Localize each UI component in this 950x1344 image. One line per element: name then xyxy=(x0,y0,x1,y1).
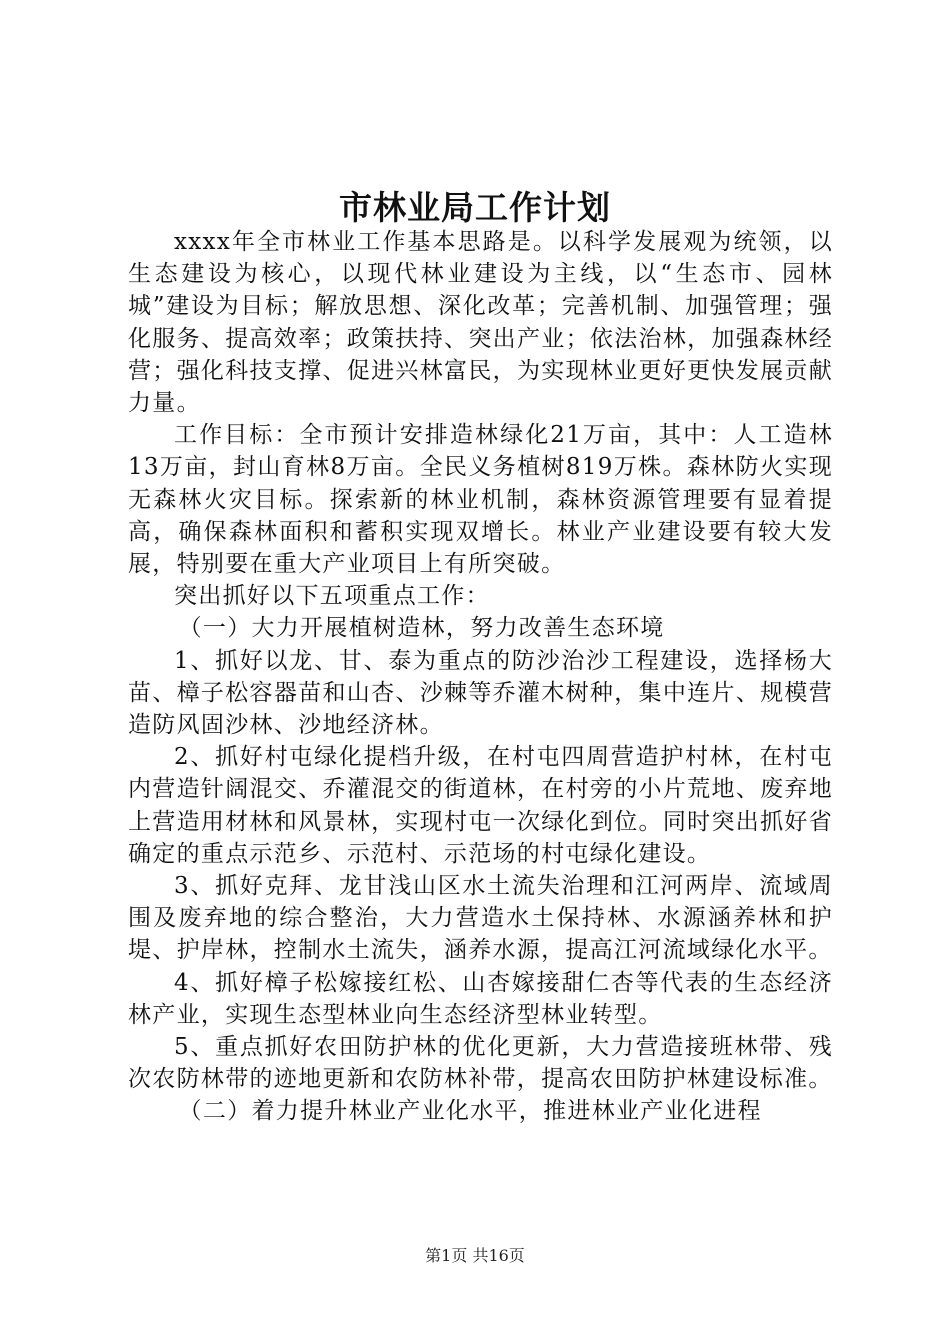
paragraph-basic-approach: xxxx年全市林业工作基本思路是。以科学发展观为统领，以生态建设为核心，以现代林业建设为主线，以“生态市、园林城”建设为目标；解放思想、深化改革；完善机制、加强管理；强化服务、提高效率；政策扶持、突出产业；依法治林，加强森林经营；强化科技支撑、促进兴林富民，为实现林业更好更快发展贡献力量。 xyxy=(128,229,833,417)
paragraph-item-2: 2、抓好村屯绿化提档升级，在村屯四周营造护村林，在村屯内营造针阔混交、乔灌混交的街道林，在村旁的小片荒地、废弃地上营造用材林和风景林，实现村屯一次绿化到位。同时突出抓好省确定的重点示范乡、示范村、示范场的村屯绿化建设。 xyxy=(128,744,833,867)
paragraph-item-4: 4、抓好樟子松嫁接红松、山杏嫁接甜仁杏等代表的生态经济林产业，实现生态型林业向生态经济型林业转型。 xyxy=(128,969,833,1028)
paragraph-item-3: 3、抓好克拜、龙甘浅山区水土流失治理和江河两岸、流域周围及废弃地的综合整治，大力营造水土保持林、水源涵养林和护堤、护岸林，控制水土流失，涵养水源，提高江河流域绿化水平。 xyxy=(128,873,833,964)
page-number-footer: 第1页 共16页 xyxy=(425,1246,525,1265)
paragraph-work-goals: 工作目标：全市预计安排造林绿化21万亩，其中：人工造林13万亩，封山育林8万亩。全民义务植树819万株。森林防火实现无森林火灾目标。探索新的林业机制，森林资源管理要有显着提高，确保森林面积和蓄积实现双增长。林业产业建设要有较大发展，特别要在重大产业项目上有所突破。 xyxy=(128,422,833,578)
section-heading-2: （二）着力提升林业产业化水平，推进林业产业化进程 xyxy=(178,1098,762,1125)
paragraph-item-5: 5、重点抓好农田防护林的优化更新，大力营造接班林带、残次农防林带的迹地更新和农防林补带，提高农田防护林建设标准。 xyxy=(128,1034,833,1093)
paragraph-key-tasks-intro: 突出抓好以下五项重点工作： xyxy=(174,583,490,610)
document-title: 市林业局工作计划 xyxy=(339,188,611,227)
paragraph-item-1: 1、抓好以龙、甘、泰为重点的防沙治沙工程建设，选择杨大苗、樟子松容器苗和山杏、沙棘等乔灌木树种，集中连片、规模营造防风固沙林、沙地经济林。 xyxy=(128,647,833,739)
document-body xyxy=(128,226,833,1128)
section-heading-1: （一）大力开展植树造林，努力改善生态环境 xyxy=(178,615,665,642)
